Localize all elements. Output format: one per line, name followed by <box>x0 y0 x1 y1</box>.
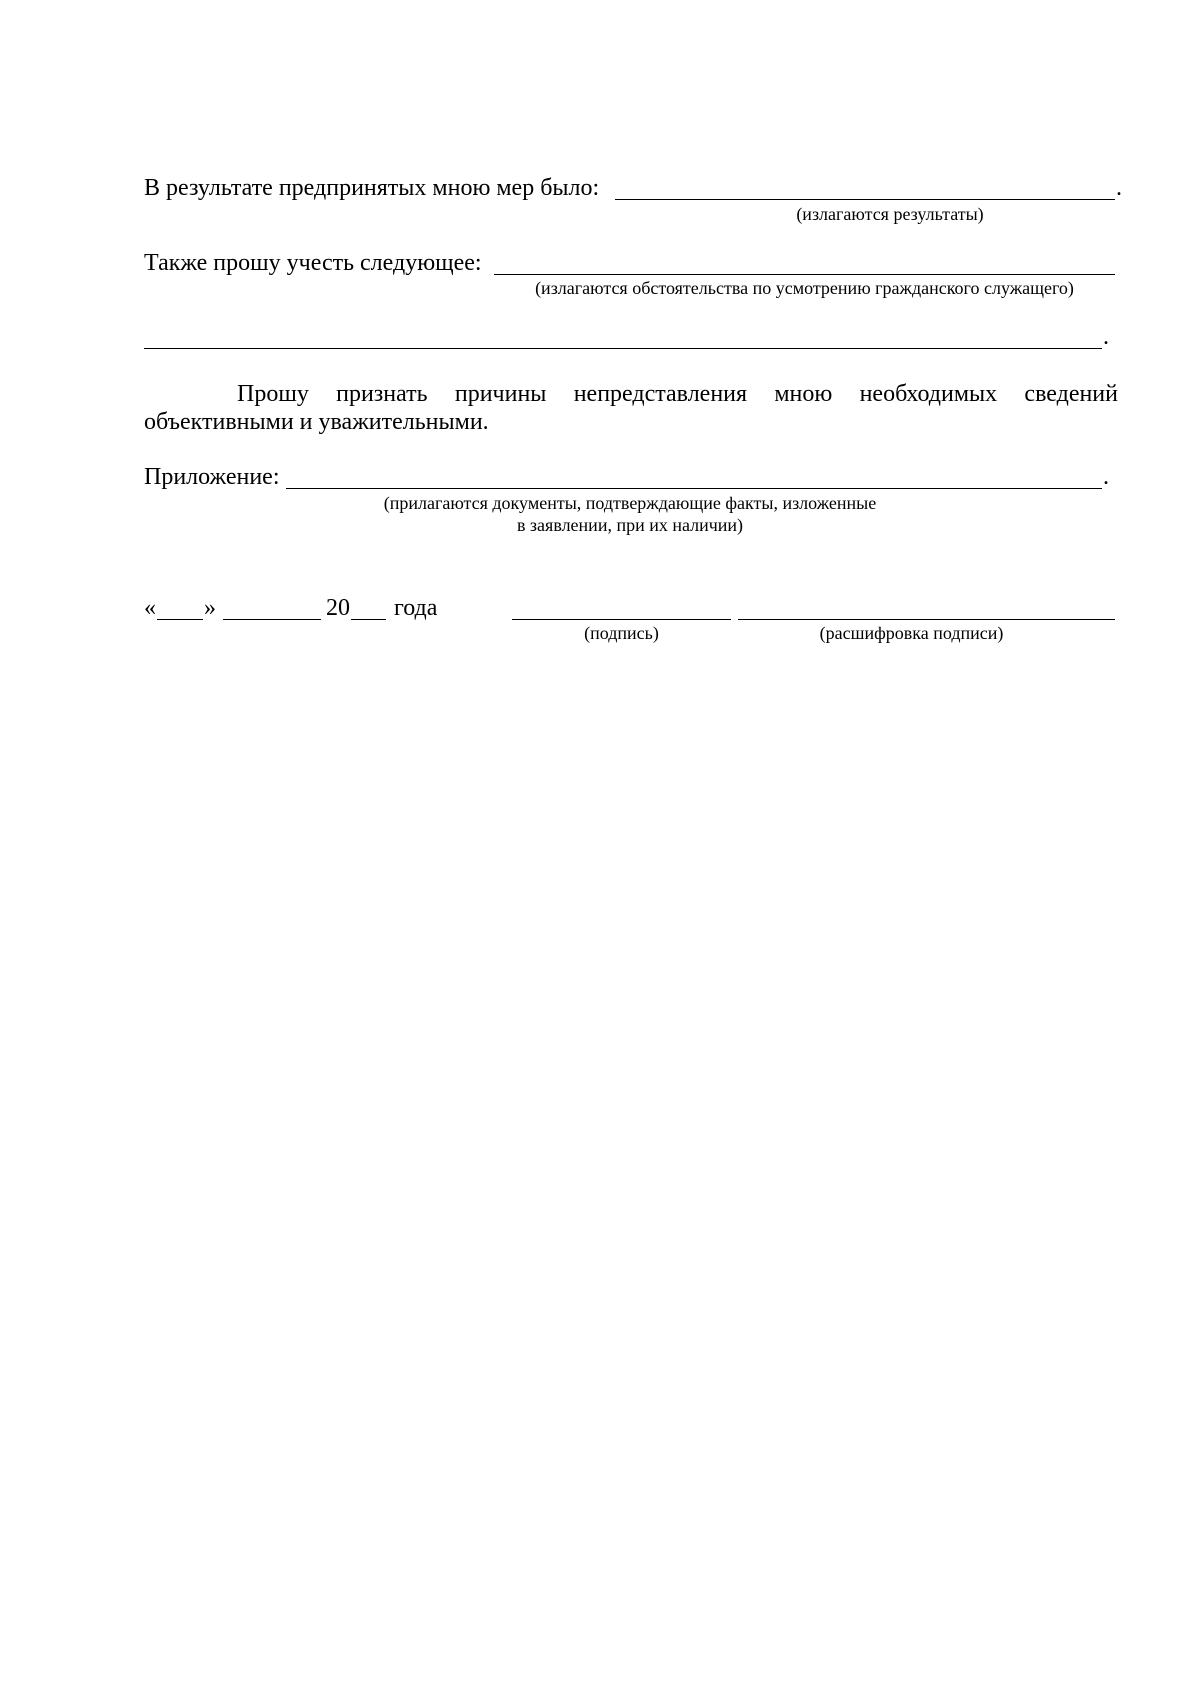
date-year-line[interactable] <box>351 619 386 620</box>
date-year-suffix: года <box>394 595 438 621</box>
attachment-label: Приложение: <box>144 464 280 490</box>
attachment-fill-line[interactable] <box>286 488 1102 489</box>
request-line-1: Прошу признать причины непредставления мною необходимых сведений <box>237 381 1118 407</box>
attachment-end-mark: . <box>1103 464 1109 490</box>
request-paragraph <box>144 380 1118 436</box>
signature-decoding-hint: (расшифровка подписи) <box>819 623 1004 643</box>
attachment-hint-line-2: в заявлении, при их наличии) <box>516 515 744 535</box>
signature-hint: (подпись) <box>584 623 659 643</box>
date-month-line[interactable] <box>223 619 321 620</box>
also-label: Также прошу учесть следующее: <box>144 250 482 276</box>
request-line-2: объективными и уважительными. <box>144 409 489 435</box>
results-end-mark: . <box>1116 175 1122 201</box>
also-end-mark: . <box>1103 324 1109 350</box>
date-year-prefix: 20 <box>326 595 350 621</box>
signature-line[interactable] <box>512 619 731 620</box>
results-fill-line[interactable] <box>615 199 1115 200</box>
also-continuation-line[interactable] <box>144 348 1102 349</box>
date-close-quote: » <box>204 595 216 621</box>
results-hint: (излагаются результаты) <box>796 204 984 224</box>
also-fill-line[interactable] <box>494 274 1115 275</box>
date-open-quote: « <box>144 595 156 621</box>
also-hint: (излагаются обстоятельства по усмотрению гражданского служащего) <box>535 278 1074 298</box>
date-day-line[interactable] <box>157 619 203 620</box>
results-label: В результате предпринятых мною мер было: <box>144 175 600 201</box>
signature-decoding-line[interactable] <box>738 619 1115 620</box>
attachment-hint-line-1: (прилагаются документы, подтверждающие факты, изложенные <box>383 493 877 513</box>
